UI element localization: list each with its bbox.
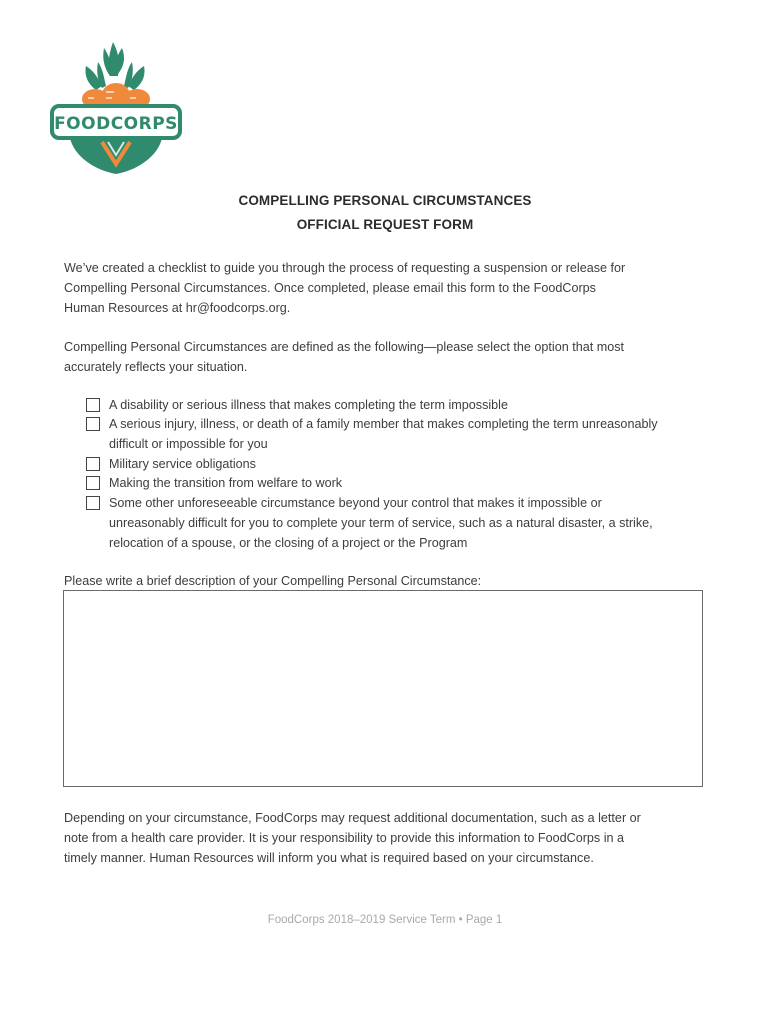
documentation-line: Depending on your circumstance, FoodCorps may request additional documentation, such as a letter or [64,811,641,825]
option-other-circumstance-checkbox[interactable] [86,496,100,510]
option-military-service-checkbox[interactable] [86,457,100,471]
intro-line: Human Resources at hr@foodcorps.org. [64,301,291,315]
documentation-line: note from a health care provider. It is your responsibility to provide this information to FoodCorps in a [64,831,624,845]
foodcorps-logo-graphic [50,38,182,174]
intro-paragraph [64,258,714,318]
option-label: Military service obligations [109,457,256,471]
intro-line: We’ve created a checklist to guide you through the process of requesting a suspension or release for [64,261,626,275]
documentation-paragraph [64,808,714,868]
option-label: unreasonably difficult for you to complete your term of service, such as a natural disaster, a strike, [109,516,653,530]
documentation-line: timely manner. Human Resources will inform you what is required based on your circumstance. [64,851,594,865]
option-label: A disability or serious illness that makes completing the term impossible [109,398,508,412]
intro-line: Compelling Personal Circumstances. Once completed, please email this form to the FoodCorps [64,281,596,295]
definition-line: Compelling Personal Circumstances are defined as the following—please select the option that most [64,340,625,354]
description-prompt: Please write a brief description of your Compelling Personal Circumstance: [64,574,482,588]
option-label: relocation of a spouse, or the closing of a project or the Program [109,536,468,550]
foodcorps-logo [50,38,182,174]
form-title-line2: OFFICIAL REQUEST FORM [296,217,474,232]
logo-wordmark: FOODCORPS [54,114,178,134]
option-disability-checkbox[interactable] [86,398,100,412]
option-family-member-checkbox[interactable] [86,417,100,431]
option-label: A serious injury, illness, or death of a family member that makes completing the term unreasonably [109,417,658,431]
definition-paragraph [64,337,714,377]
option-label: Making the transition from welfare to work [109,476,343,490]
description-textbox[interactable] [63,590,703,787]
option-label: difficult or impossible for you [109,437,268,451]
form-title-line1: COMPELLING PERSONAL CIRCUMSTANCES [238,193,532,208]
definition-line: accurately reflects your situation. [64,360,248,374]
page-footer: FoodCorps 2018–2019 Service Term • Page 1 [267,914,503,926]
option-welfare-transition-checkbox[interactable] [86,476,100,490]
option-label: Some other unforeseeable circumstance beyond your control that makes it impossible or [109,496,602,510]
